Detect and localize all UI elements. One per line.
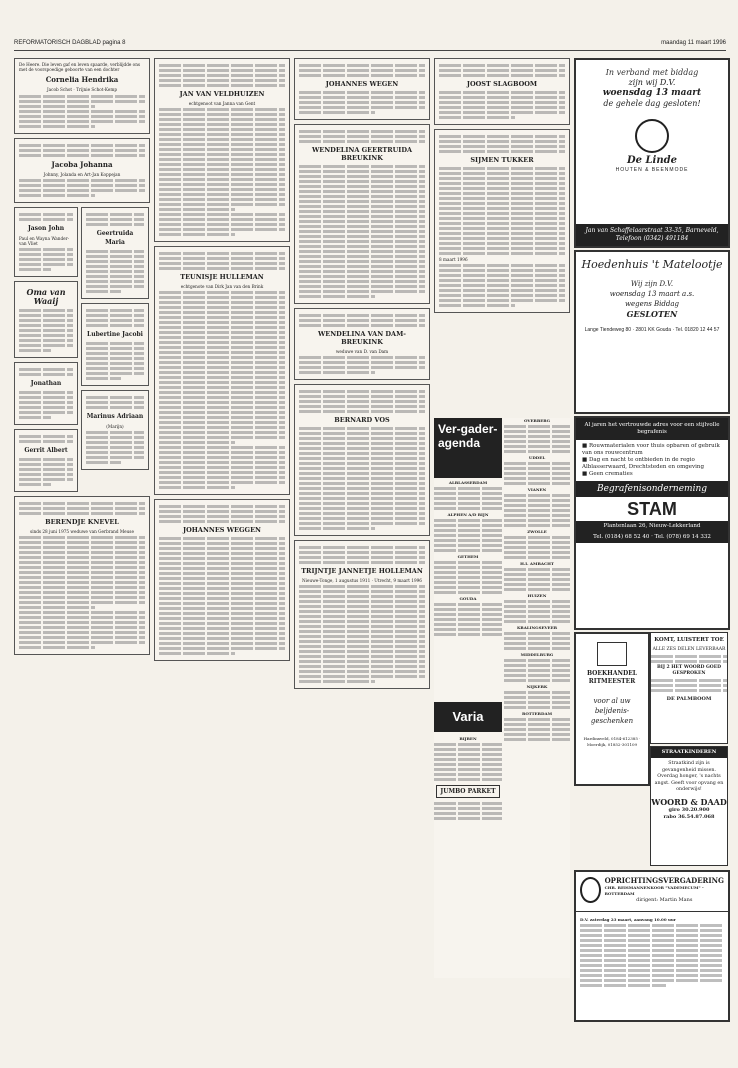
agenda-col-right [504, 418, 570, 743]
birth-notice [81, 390, 149, 470]
notice-date: 8 maart 1996 [439, 257, 468, 262]
linde-line: de gehele dag gesloten! [603, 99, 701, 108]
death-notice [294, 58, 430, 120]
death-notice [294, 540, 430, 689]
notice-sub: echtgenote van Dirk Jan van den Brink [180, 284, 264, 290]
ritmeester-name: BOEKHANDEL RITMEESTER [586, 670, 637, 685]
notice-nickname: (Marijn) [106, 423, 124, 429]
page-header-right: maandag 11 maart 1996 [661, 40, 726, 46]
agenda-item: NIJKERK [526, 684, 548, 689]
stam-band: Begrafenisonderneming [576, 481, 728, 497]
linde-address: Jan van Schaffelaarstraat 33-35, Barneveld, Telefoon (0342) 491184 [576, 224, 728, 246]
notice-sub: echtgenoot van Janna van Gent [188, 101, 256, 106]
notice-name: Jonathan [30, 380, 62, 388]
agenda-item: ALBLASSERDAM [448, 480, 488, 485]
ritmeester-tag: voor al uw beljdenis-geschenken [590, 697, 634, 725]
ritmeester-address: Hardinxveld, 0184-612385 · Moerdijk, 01852-301109 [583, 736, 641, 747]
tree-icon [635, 119, 669, 153]
birth-notice [14, 207, 78, 277]
birth-notice [81, 303, 149, 386]
vergader-agenda [434, 418, 570, 978]
stam-intro: Al jaren het vertrouwde adres voor een stijlvolle begrafenis [576, 418, 728, 440]
notice-name: Marinus Adriaan [86, 412, 144, 420]
death-notice [294, 308, 430, 380]
stam-ad [574, 416, 730, 630]
notice-name: Jacoba Johanna [51, 159, 113, 169]
notice-name: BERNARD VOS [334, 416, 390, 425]
column-4 [434, 58, 570, 458]
column-1 [14, 58, 150, 1028]
komt-publisher: DE PALMBOOM [666, 696, 712, 702]
agenda-col-left [434, 480, 502, 638]
notice-name: WENDELINA GEERTRUIDA BREUKINK [311, 146, 413, 162]
thanks-notice [14, 429, 78, 492]
birth-notice [14, 138, 150, 203]
varia-label: Varia [434, 702, 502, 732]
linde-line: woensdag 13 maart [602, 88, 702, 98]
notice-name: Jason John [27, 224, 65, 232]
komt-offer: BIJ 2 HET WOORD GOED GESPROKEN [656, 665, 722, 676]
agenda-item: H.I. AMBACHT [520, 561, 554, 566]
komt-luistert-ad [650, 632, 728, 744]
matelootje-line: woensdag 13 maart a.s. [609, 290, 695, 298]
straat-body: Straatkind zijn is gevangenheid missen. Overdag honger, 's nachts angst. Geeft voor opvang en onderwijs! [654, 761, 724, 792]
agenda-item: GETHEM [457, 554, 479, 559]
notice-name: Lubertine Jacobi [87, 330, 143, 338]
stam-address: Plantenlaan 26, Nieuw-Lekkerland [576, 521, 728, 532]
death-notice [154, 58, 290, 242]
linde-line: In verband met biddag [605, 68, 699, 77]
notice-name: BERENDJE KNEVEL [45, 518, 119, 527]
music-icon [580, 877, 601, 903]
agenda-item: ALPHEN A/D RIJN [447, 512, 489, 517]
agenda-item: MIDDELBURG [520, 652, 554, 657]
agenda-item: HUIZEN [527, 593, 547, 598]
linde-line: zijn wij D.V. [628, 78, 676, 87]
agenda-label: Ver-gader-agenda [434, 418, 502, 478]
book-icon [597, 642, 627, 666]
matelootje-address: Lange Tiendeweg 80 · 2801 KK Gouda · Tel. 01820 12 44 57 [584, 327, 720, 333]
stam-bullet: ■ Rouwmaterialen voor thuis opbaren of gebruik van ons rouwcentrum [582, 443, 720, 456]
page-header-left: REFORMATORISCH DAGBLAD pagina 8 [14, 40, 126, 46]
stam-tel: Tel. (0184) 68 52 40 · Tel. (078) 69 14 332 [576, 532, 728, 543]
agenda-item: VIANEN [527, 487, 547, 492]
notice-name: Oma van Waaij [26, 287, 66, 307]
birth-notice [14, 58, 150, 134]
notice-name: JOHANNES WEGGEN [183, 526, 261, 535]
matelootje-line: Wij zijn D.V. [630, 280, 674, 288]
notice-name: JOOST SLAGBOOM [466, 80, 538, 88]
death-notice [154, 499, 290, 661]
death-notice [434, 129, 570, 313]
notice-name: TRIJNTJE JANNETJE HOLLEMAN [301, 567, 423, 576]
notice-name: Cornelia Hendrika [45, 75, 119, 85]
agenda-item: ROTTERDAM [522, 711, 552, 716]
straat-title: STRAATKINDEREN [651, 747, 727, 758]
notice-sub: sinds 28 juni 1975 weduwe van Gerbrand Meuse [30, 529, 134, 535]
notice-sub: Nieuwe-Tonge, 1 augustus 1911 · Utrecht, 9 maart 1996 [302, 578, 422, 584]
agenda-item: OVERBERG [523, 418, 551, 423]
notice-parents: Paul en Wayna Wander-van Vliet [19, 235, 70, 247]
birth-notice [14, 362, 78, 425]
straat-giro: giro 30.20.900 [668, 806, 710, 813]
column-2 [154, 58, 290, 1028]
oprichtings-date: D.V. zaterdag 23 maart, aanvang 10.00 uur [580, 917, 676, 922]
stam-bullet: ■ Geen crematies [582, 471, 633, 477]
oprichtings-title: OPRICHTINGSVERGADERING [604, 876, 724, 885]
column-3 [294, 58, 430, 1028]
death-notice [14, 496, 150, 655]
notice-name: JOHANNES WEGEN [325, 80, 399, 88]
matelootje-line: wegens Biddag [624, 300, 680, 308]
agenda-item: UDDEL [528, 455, 546, 460]
komt-sub: ALLE ZES DELEN LEVERBAAR [652, 647, 726, 652]
death-notice [154, 246, 290, 495]
death-notice [294, 384, 430, 536]
stam-bullet: ■ Dag en nacht te ontbieden in de regio Alblasserwaard, Drechtsteden en omgeving [582, 457, 704, 470]
notice-name: TEUNISJE HULLEMAN [180, 273, 264, 282]
notice-name: WENDELINA VAN DAM-BREUKINK [317, 330, 406, 346]
straat-rabo: rabo 36.54.87.068 [663, 813, 715, 820]
notice-parents: Jacob Schot · Trijnie Schot-Kemp [46, 87, 118, 93]
matelootje-line: GESLOTEN [626, 309, 678, 319]
page-header [14, 38, 726, 51]
straatkinderen-ad [650, 746, 728, 866]
notice-name: JAN VAN VELDHUIZEN [179, 90, 265, 98]
birth-notice [81, 207, 149, 299]
jumbo-parket-ad: JUMBO PARKET [436, 785, 500, 798]
notice-intro: De Heere. Die leven gaf en leven spaarde, verblijdde ons met de voorspoedige geboorte van een dochter [19, 62, 141, 73]
komt-title: KOMT, LUISTERT TOE [654, 637, 724, 643]
oprichtings-ad [574, 870, 730, 1022]
notice-sub: weduwe van D. van Dam [335, 349, 389, 354]
oprichtings-sub: CHR. REISMANNENKOOR "VADEMECUM" - ROTTERDAM [604, 885, 704, 896]
de-linde-ad [574, 58, 730, 248]
agenda-col-left-2 [434, 736, 502, 822]
notice-parents: Johnny, Jolanda en Art-Jan Koppejan [43, 171, 121, 177]
matelootje-title: Hoedenhuis 't Matelootje [581, 258, 723, 271]
notice-name: SIJMEN TUKKER [470, 156, 534, 164]
notice-name: Gerrit Albert [24, 447, 68, 455]
birthday-notice [14, 281, 78, 358]
matelootje-ad [574, 250, 730, 414]
linde-brand-sub: HOUTEN & BEENMODE [615, 167, 689, 173]
notice-name: Geertruida Maria [96, 229, 134, 246]
agenda-item: KRALINGSEVEER [516, 625, 558, 630]
ritmeester-ad [574, 632, 650, 786]
death-notice [294, 124, 430, 304]
oprichtings-dir: dirigent: Martin Mans [636, 897, 693, 903]
stam-name: STAM [627, 499, 677, 519]
agenda-item: ZWOLLE [527, 529, 547, 534]
agenda-item: GOUDA [459, 596, 477, 601]
agenda-item: BIJBEN [459, 736, 477, 741]
linde-brand: De Linde [627, 155, 677, 166]
straat-brand: WOORD & DAAD [651, 796, 727, 807]
death-notice [434, 58, 570, 125]
